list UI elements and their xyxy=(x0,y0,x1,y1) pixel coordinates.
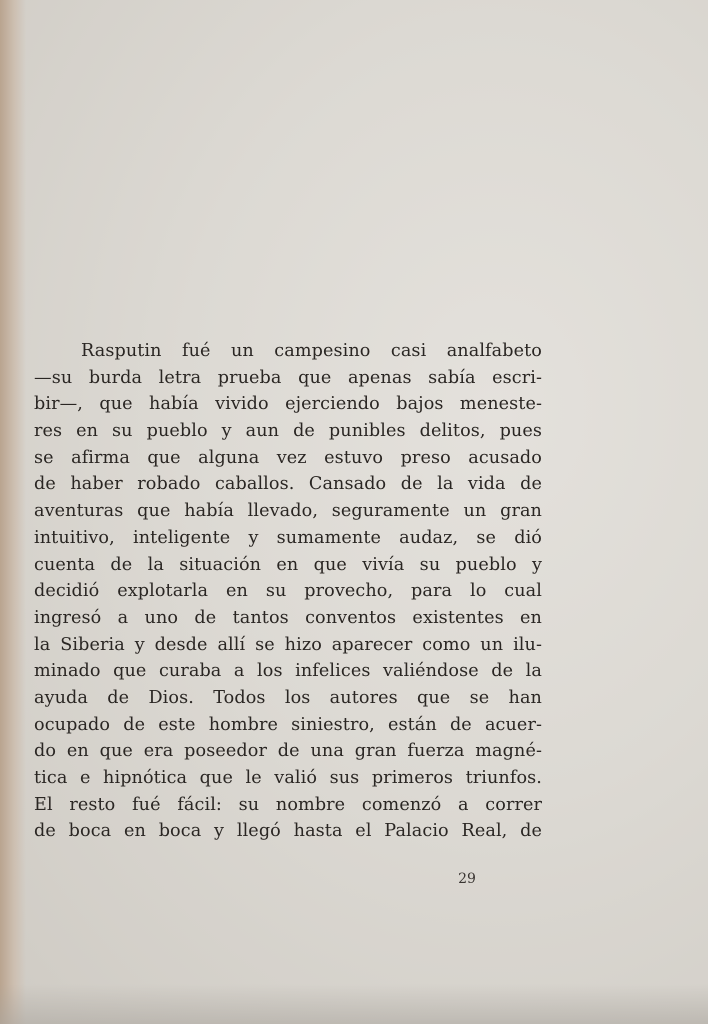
text-line-17: tica e hipnótica que le valió sus primeros triunfos. xyxy=(34,768,542,788)
text-line-11: ingresó a uno de tantos conventos existentes en xyxy=(34,607,542,628)
text-line-14: ayuda de Dios. Todos los autores que se han xyxy=(34,687,542,708)
text-line-6: de haber robado caballos. Cansado de la vida de xyxy=(34,474,542,495)
page-number: 29 xyxy=(458,871,476,887)
text-line-18: El resto fué fácil: su nombre comenzó a correr xyxy=(34,794,542,815)
page-left-edge-shadow xyxy=(0,0,26,1024)
text-line-3: bir—, que había vivido ejerciendo bajos meneste- xyxy=(34,394,542,415)
text-line-19: de boca en boca y llegó hasta el Palacio Real, de xyxy=(34,821,542,842)
text-line-9: cuenta de la situación en que vivía su pueblo y xyxy=(34,554,542,575)
text-line-13: minado que curaba a los infelices valiéndose de la xyxy=(34,661,542,682)
text-line-2: —su burda letra prueba que apenas sabía escri- xyxy=(34,367,542,388)
text-line-7: aventuras que había llevado, seguramente un gran xyxy=(34,501,542,522)
text-line-1: Rasputin fué un campesino casi analfabeto xyxy=(81,341,542,361)
text-line-12: la Siberia y desde allí se hizo aparecer como un ilu- xyxy=(34,634,542,655)
text-line-10: decidió explotarla en su provecho, para lo cual xyxy=(34,581,542,602)
text-line-8: intuitivo, inteligente y sumamente audaz, se dió xyxy=(34,527,542,548)
page-bottom-shadow xyxy=(0,984,708,1024)
body-paragraph xyxy=(34,338,542,845)
text-line-15: ocupado de este hombre siniestro, están de acuer- xyxy=(34,714,542,735)
text-line-4: res en su pueblo y aun de punibles delitos, pues xyxy=(34,421,542,442)
text-line-16: do en que era poseedor de una gran fuerza magné- xyxy=(34,741,542,762)
text-line-5: se afirma que alguna vez estuvo preso acusado xyxy=(34,447,542,468)
